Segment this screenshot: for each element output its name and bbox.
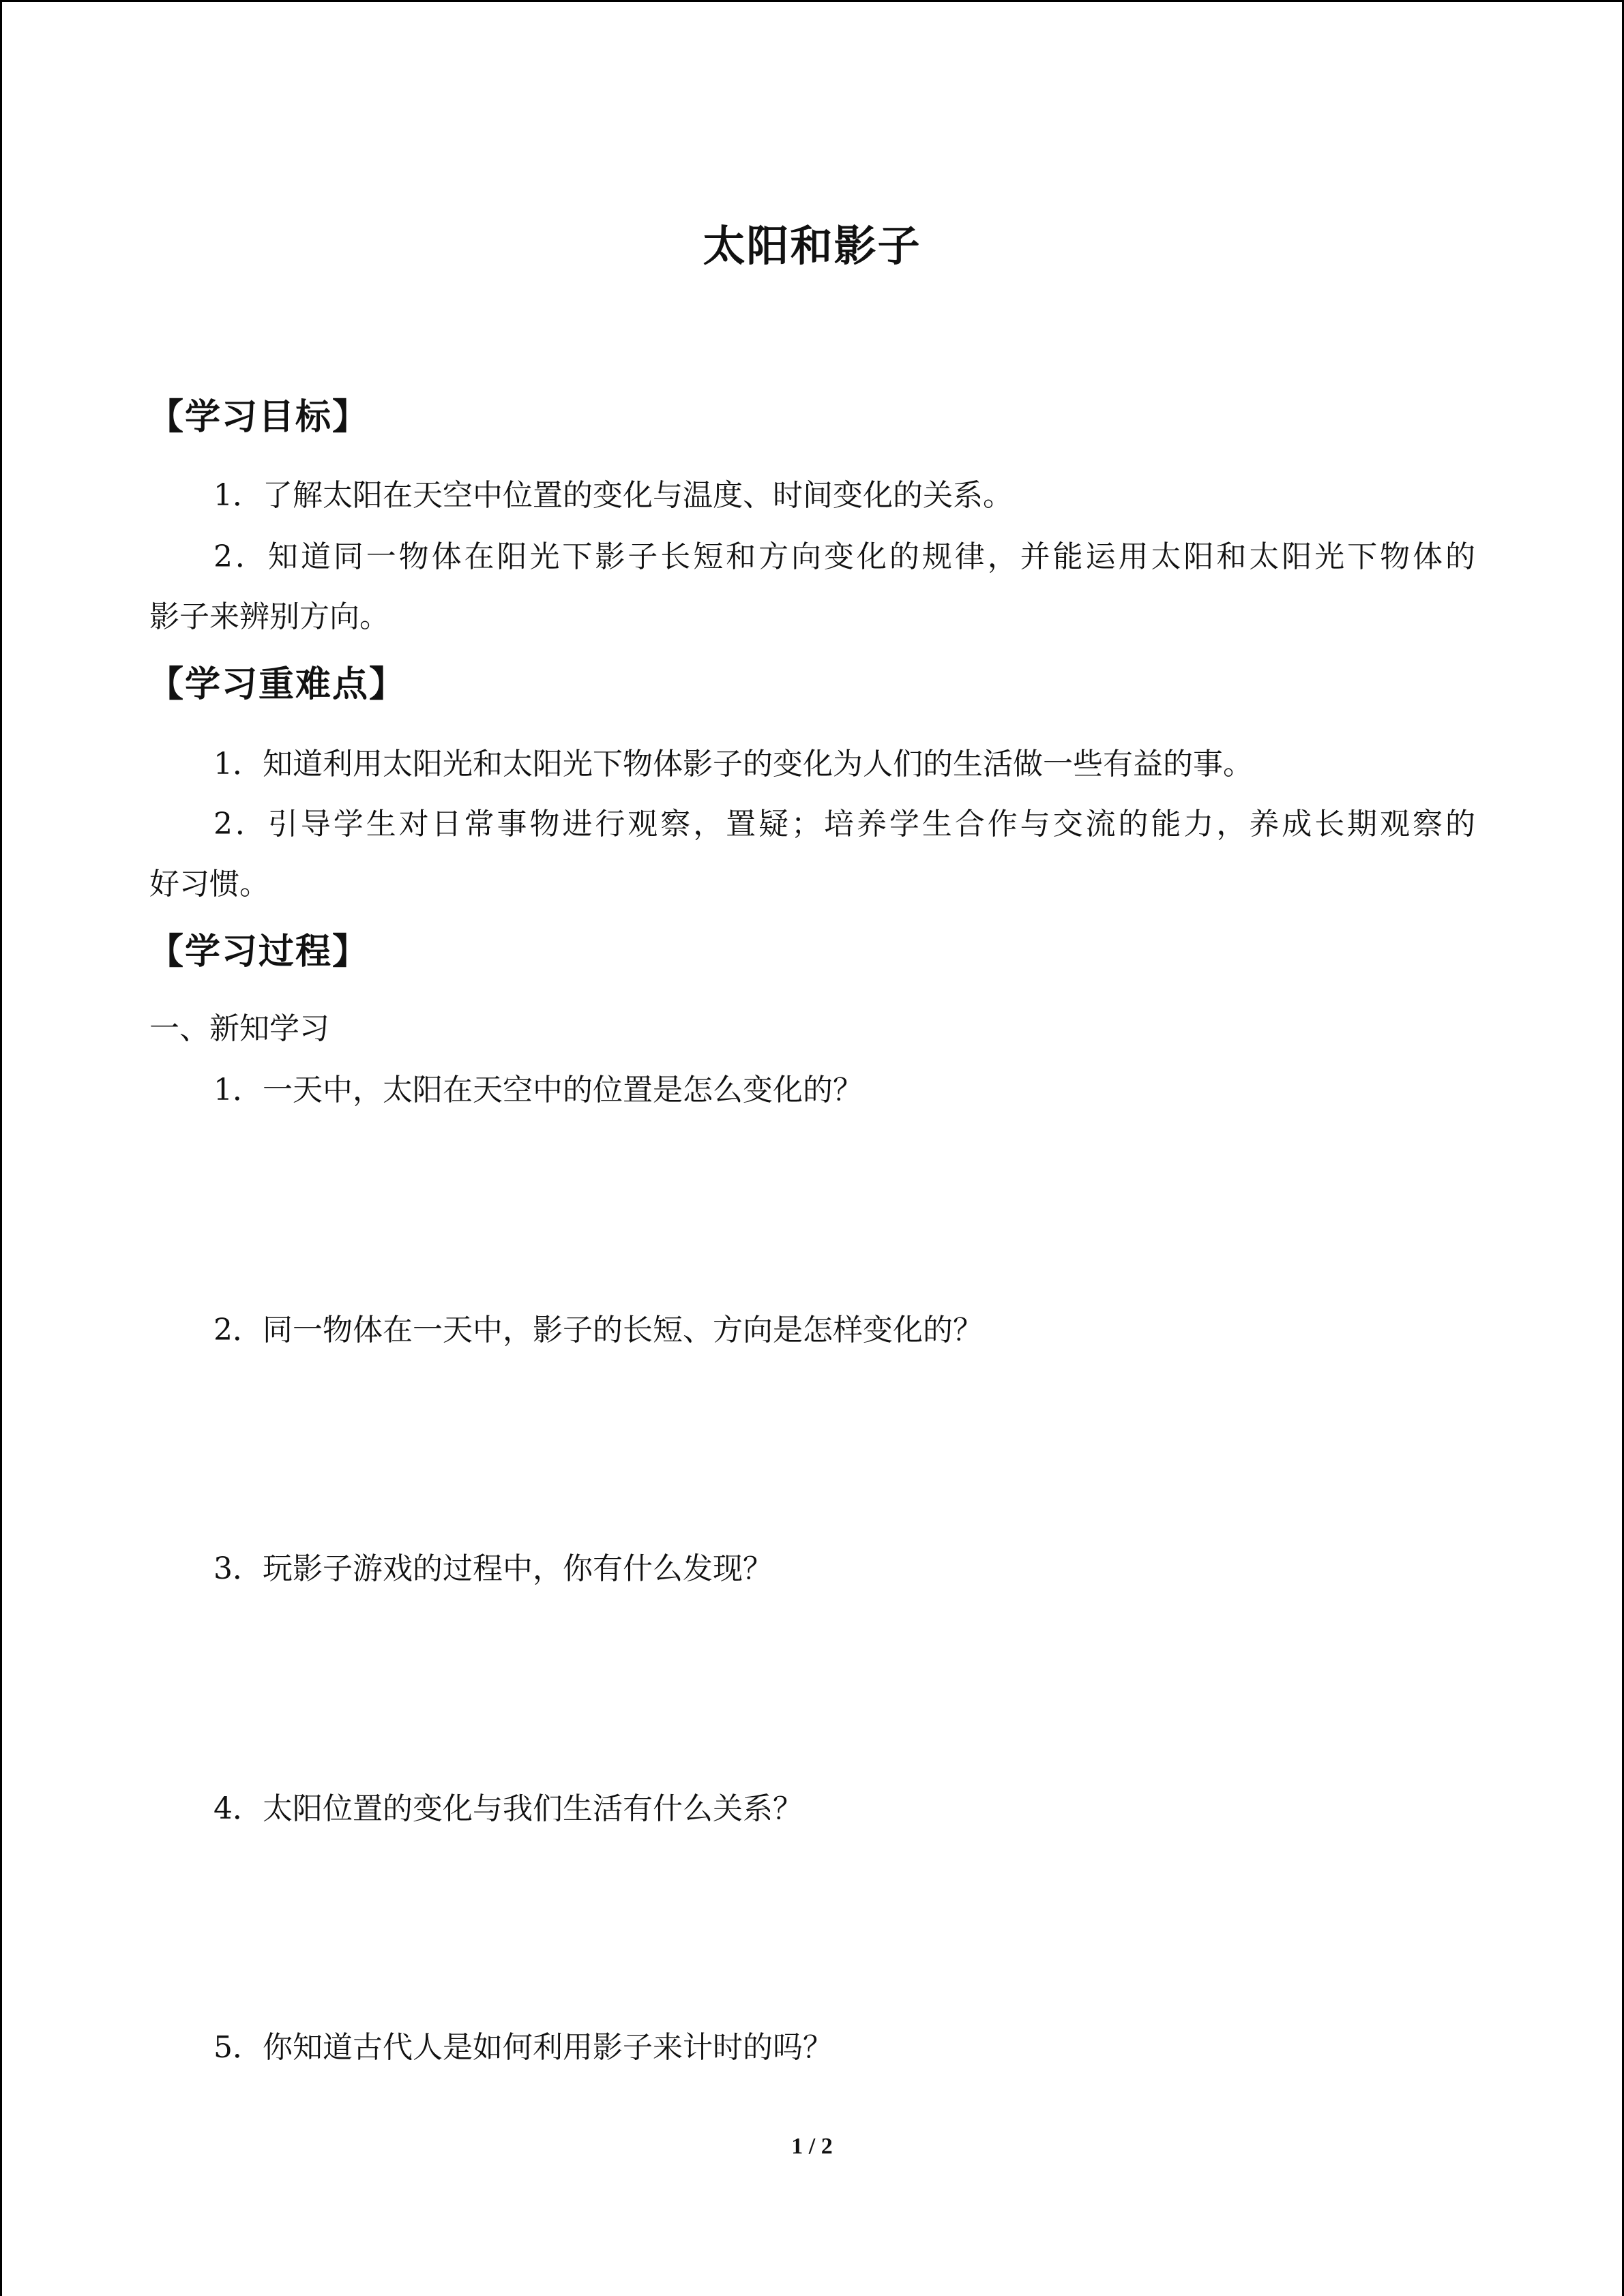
question-1: 1．一天中，太阳在天空中的位置是怎么变化的？ [213,1073,863,1107]
goals-item-2-line-2: 影子来辨别方向。 [149,599,389,634]
goals-item-1: 1．了解太阳在天空中位置的变化与温度、时间变化的关系。 [213,478,1013,513]
key-points-item-2-line-2: 好习惯。 [149,867,269,901]
goals-item-2-line-1: 2．知道同一物体在阳光下影子长短和方向变化的规律，并能运用太阳和太阳光下物体的 [213,539,1475,574]
key-points-item-1: 1．知道利用太阳光和太阳光下物体影子的变化为人们的生活做一些有益的事。 [213,747,1253,781]
question-5: 5．你知道古代人是如何利用影子来计时的吗？ [213,2030,833,2065]
goals-heading: 【学习目标】 [148,397,370,438]
question-3: 3．玩影子游戏的过程中，你有什么发现？ [213,1551,773,1586]
page-title: 太阳和影子 [703,221,921,271]
key-points-heading: 【学习重难点】 [148,664,407,705]
process-subheading: 一、新知学习 [149,1011,329,1046]
key-points-item-2-line-1: 2．引导学生对日常事物进行观察，置疑；培养学生合作与交流的能力，养成长期观察的 [213,807,1475,841]
question-2: 2．同一物体在一天中，影子的长短、方向是怎样变化的？ [213,1313,983,1347]
question-4: 4．太阳位置的变化与我们生活有什么关系？ [213,1791,803,1826]
page-number: 1 / 2 [791,2134,833,2159]
process-heading: 【学习过程】 [148,931,370,972]
